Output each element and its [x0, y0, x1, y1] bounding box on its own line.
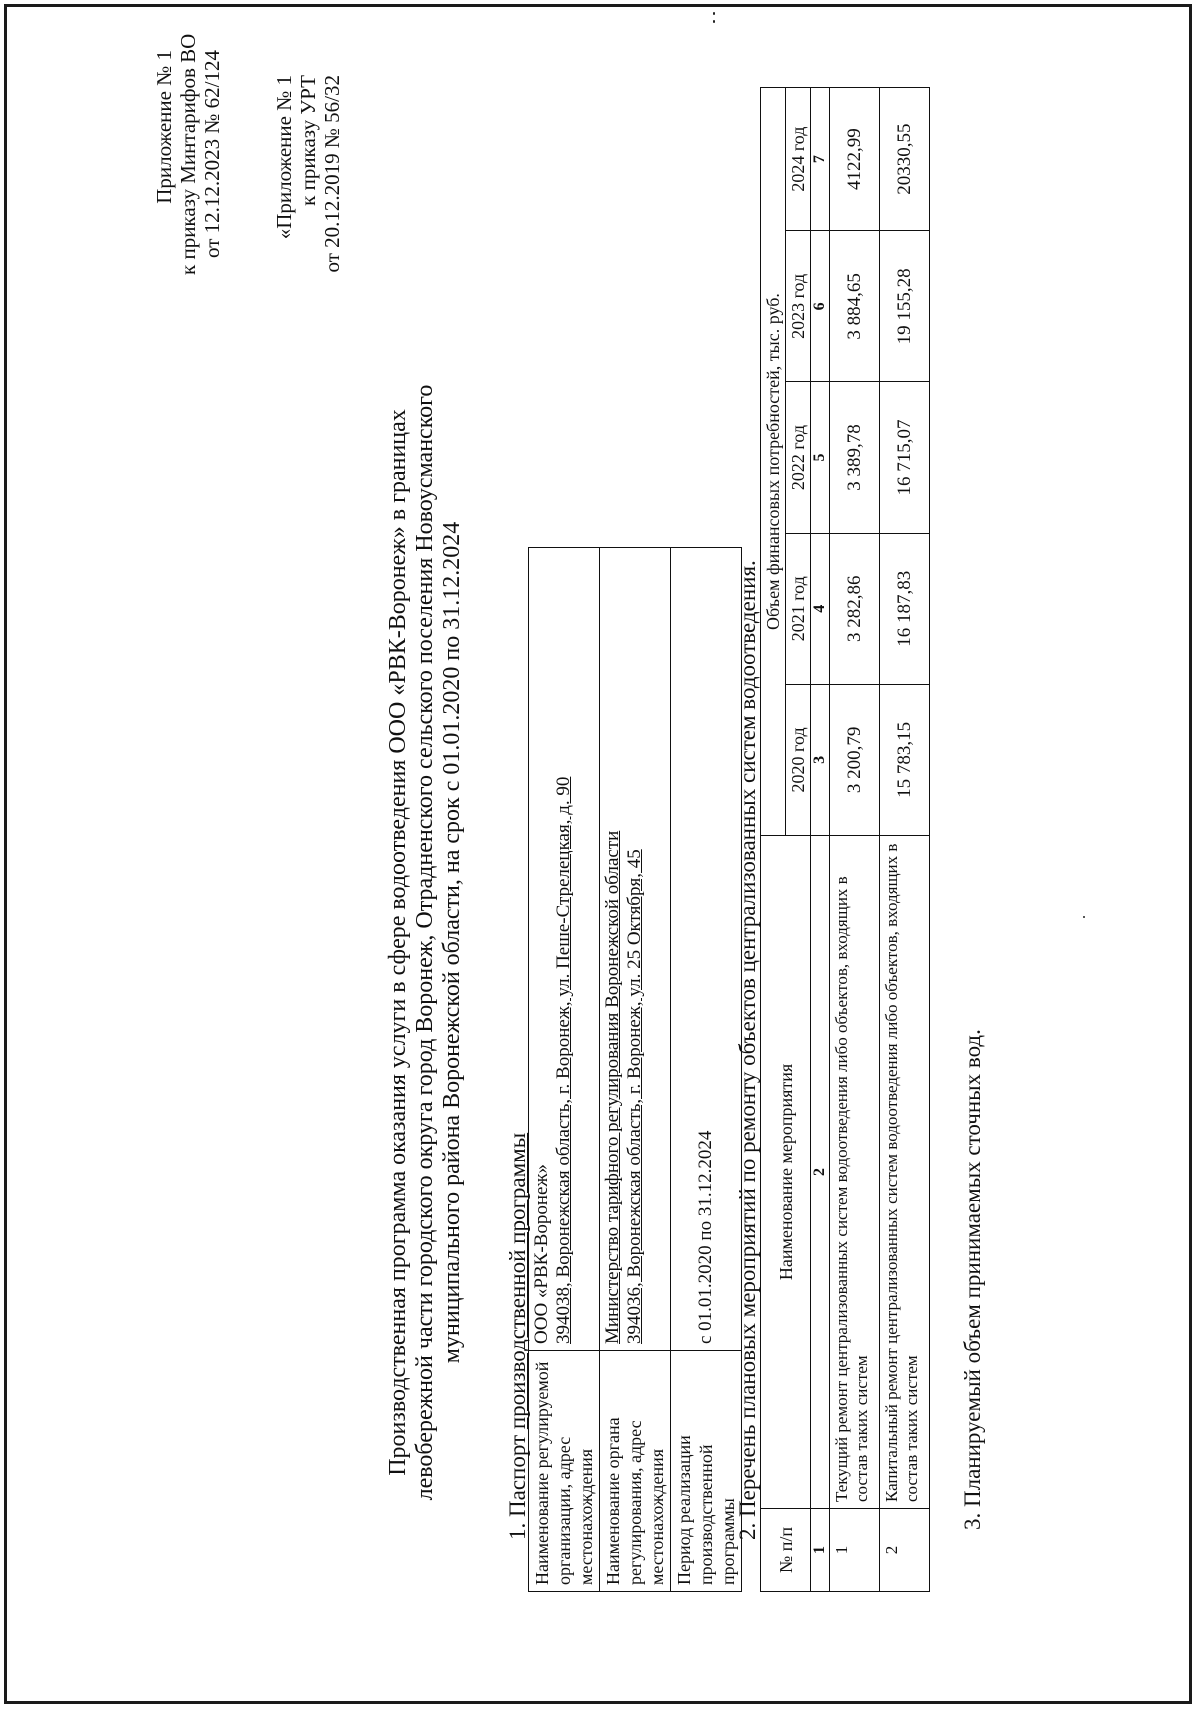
- appendix-current-line2: к приказу Минтарифов ВО: [176, 33, 200, 275]
- passport-value-line1: с 01.01.2020 по 31.12.2024: [695, 1130, 716, 1344]
- passport-label: Наименование органа регулирования, адрес местонахождения: [600, 1351, 671, 1592]
- passport-label: Период реализации производственной программы: [671, 1351, 742, 1592]
- row-name: Текущий ремонт централизованных систем водоотведения либо объектов, входящих в состав таких систем: [830, 836, 880, 1509]
- value-cell: 3 884,65: [830, 231, 880, 382]
- value-cell: 3 282,86: [830, 533, 880, 684]
- appendix-current-line3: от 12.12.2023 № 62/124: [200, 50, 224, 259]
- passport-table: [528, 547, 742, 1592]
- index-cell: 7: [811, 88, 830, 231]
- appendix-current-line1: Приложение № 1: [152, 50, 176, 204]
- year-header: 2024 год: [786, 88, 811, 231]
- value-cell: 19 155,28: [880, 231, 930, 382]
- index-row: [811, 88, 830, 1592]
- value-cell: 16 187,83: [880, 533, 930, 684]
- year-header: 2021 год: [786, 533, 811, 684]
- section1-heading-underlined: производственной программы: [505, 1132, 530, 1430]
- title-line3: муниципального района Воронежской области, на срок с 01.01.2020 по 31.12.2024: [439, 521, 465, 1364]
- table-row: [880, 88, 930, 1592]
- table-row: [830, 88, 880, 1592]
- appendix-current: [152, 33, 224, 275]
- value-cell: 20330,55: [880, 88, 930, 231]
- appendix-original-line2: к приказу УРТ: [296, 75, 320, 206]
- passport-value-line1: ООО «РВК-Воронеж»: [531, 1163, 552, 1344]
- section3-heading: 3. Планируемый объем принимаемых сточных вод.: [960, 1029, 985, 1530]
- row-name: Капитальный ремонт централизованных систем водоотведения либо объектов, входящих в состав таких систем: [880, 836, 930, 1509]
- appendix-original-line3: от 20.12.2019 № 56/32: [320, 75, 344, 273]
- document-title: [385, 300, 466, 1585]
- passport-value: [671, 548, 742, 1351]
- table-header-row: [761, 88, 786, 1592]
- table-row: [600, 548, 671, 1592]
- table-row: [529, 548, 600, 1592]
- section2-heading: 2. Перечень плановых мероприятий по ремонту объектов централизованных систем водоотведения.: [735, 560, 760, 1540]
- plan-table: [760, 87, 930, 1592]
- value-cell: 3 200,79: [830, 684, 880, 835]
- col-group-header: Объем финансовых потребностей, тыс. руб.: [761, 88, 786, 836]
- year-header: 2020 год: [786, 684, 811, 835]
- col-name-header: Наименование мероприятия: [761, 836, 811, 1509]
- value-cell: 4122,99: [830, 88, 880, 231]
- passport-value: [529, 548, 600, 1351]
- index-cell: 2: [811, 836, 830, 1509]
- title-line2: левобережной части городского округа город Воронеж, Отрадненского сельского поселения Новоусманского: [412, 384, 438, 1501]
- value-cell: 15 783,15: [880, 684, 930, 835]
- section1-heading-prefix: 1. Паспорт: [505, 1429, 530, 1540]
- appendix-original: [272, 75, 344, 300]
- index-cell: 6: [811, 231, 830, 382]
- passport-value: [600, 548, 671, 1351]
- passport-value-line2: 394038, Воронежская область, г. Воронеж, ул. Пеше-Стрелецкая, д. 90: [553, 776, 574, 1344]
- title-line1: Производственная программа оказания услуги в сфере водоотведения ООО «РВК-Воронеж» в границах: [385, 409, 411, 1476]
- passport-value-line2: 394036, Воронежская область, г. Воронеж, ул. 25 Октября, 45: [624, 849, 645, 1344]
- index-cell: 1: [811, 1509, 830, 1592]
- index-cell: 3: [811, 684, 830, 835]
- index-cell: 4: [811, 533, 830, 684]
- row-number: 2: [880, 1509, 930, 1592]
- appendix-original-line1: «Приложение № 1: [272, 75, 296, 240]
- col-num-header: № п/п: [761, 1509, 811, 1592]
- passport-value-line1: Министерство тарифного регулирования Воронежской области: [602, 830, 623, 1344]
- table-row: [671, 548, 742, 1592]
- passport-label: Наименование регулируемой организации, адрес местонахождения: [529, 1351, 600, 1592]
- value-cell: 3 389,78: [830, 382, 880, 533]
- year-header: 2023 год: [786, 231, 811, 382]
- year-header: 2022 год: [786, 382, 811, 533]
- value-cell: 16 715,07: [880, 382, 930, 533]
- row-number: 1: [830, 1509, 880, 1592]
- index-cell: 5: [811, 382, 830, 533]
